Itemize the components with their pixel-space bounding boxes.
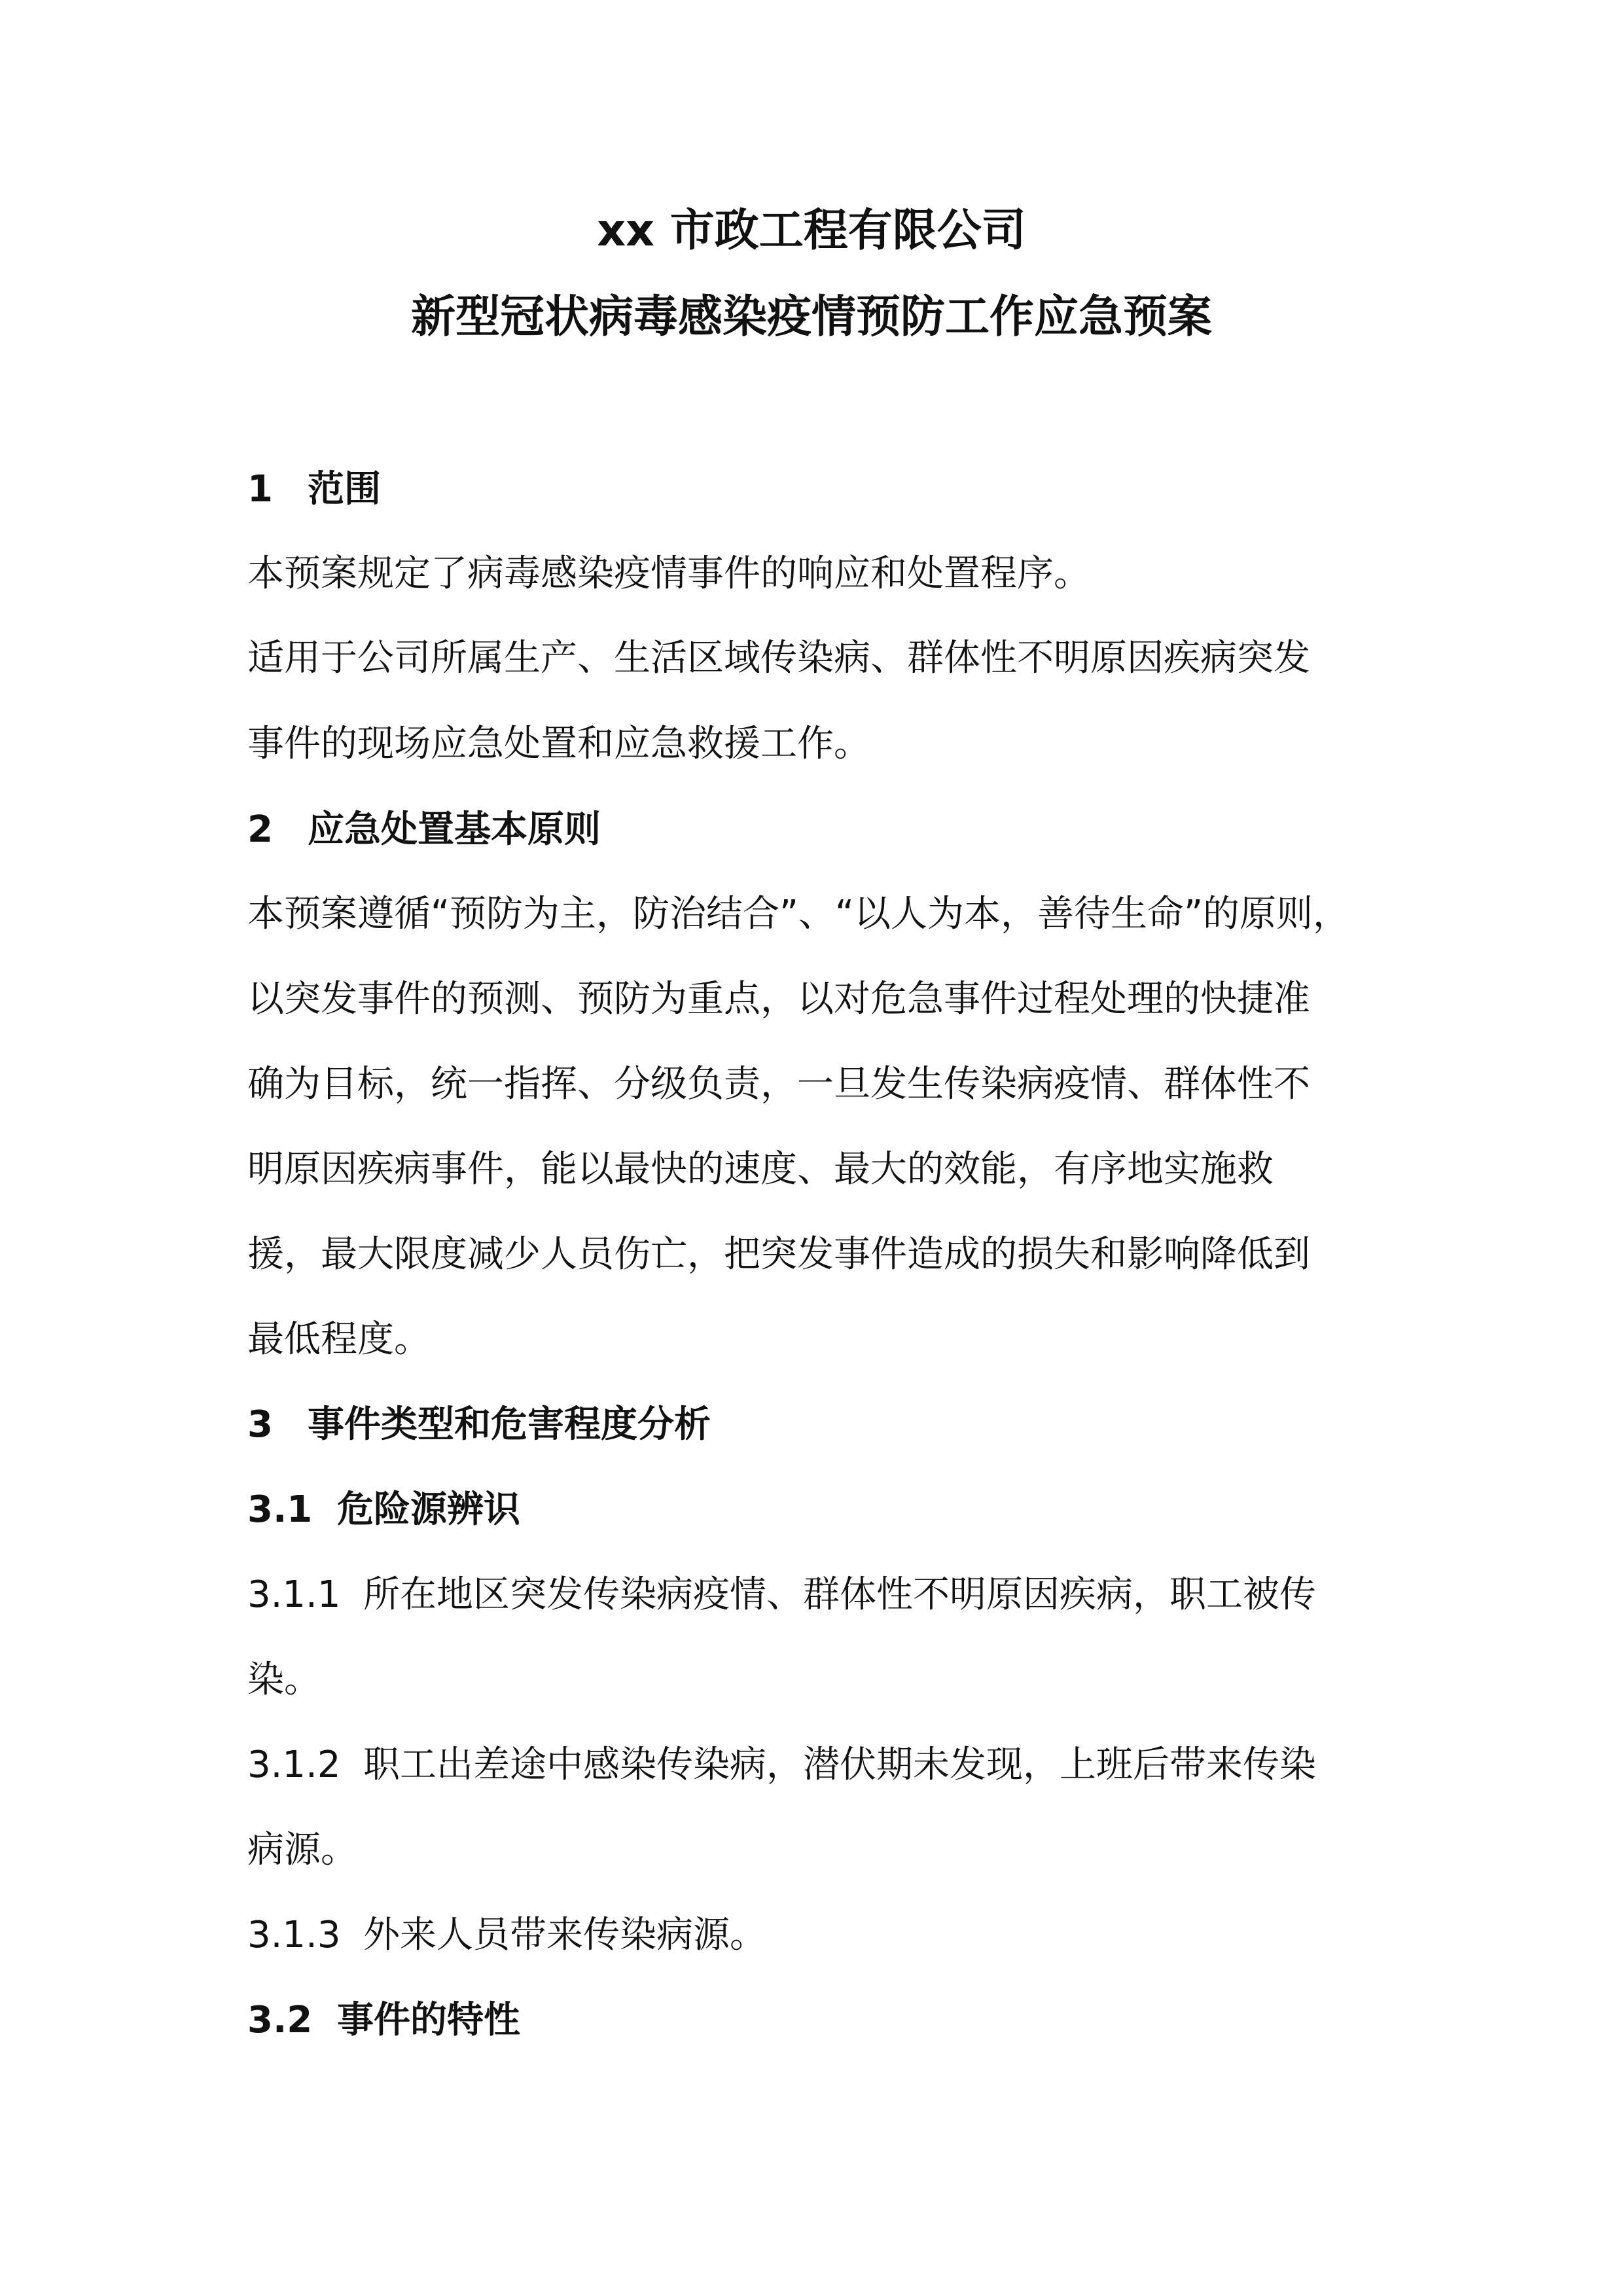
section-3-number: 3 xyxy=(247,1403,273,1446)
document-title-company: xx 市政工程有限公司 xyxy=(597,205,1026,257)
section-3-title: 事件类型和危害程度分析 xyxy=(308,1403,711,1446)
section-3-1-title: 危险源辨识 xyxy=(337,1488,520,1531)
section-1-paragraph-1: 本预案规定了病毒感染疫情事件的响应和处置程序。 xyxy=(247,552,1090,595)
item-3-1-2-line-1 xyxy=(247,1744,1316,1786)
section-1-paragraph-2-line-1: 适用于公司所属生产、生活区域传染病、群体性不明原因疾病突发 xyxy=(247,637,1310,679)
item-3-1-1-line-1 xyxy=(247,1574,1316,1616)
section-2-paragraph-line-2: 以突发事件的预测、预防为重点，以对危急事件过程处理的快捷准 xyxy=(247,978,1310,1020)
section-3-1-number: 3.1 xyxy=(247,1488,313,1531)
section-2-paragraph-line-4: 明原因疾病事件，能以最快的速度、最大的效能，有序地实施救 xyxy=(247,1148,1274,1191)
item-3-1-3-text: 外来人员带来传染病源。 xyxy=(363,1914,766,1956)
item-3-1-3-line-1 xyxy=(247,1914,766,1956)
section-2-paragraph-line-1: 本预案遵循“预防为主，防治结合”、“以人为本，善待生命”的原则， xyxy=(247,893,1350,935)
item-3-1-2-number: 3.1.2 xyxy=(247,1744,341,1786)
section-1-heading xyxy=(247,469,381,511)
section-2-paragraph-line-5: 援，最大限度减少人员伤亡，把突发事件造成的损失和影响降低到 xyxy=(247,1233,1310,1276)
item-3-1-1-text: 所在地区突发传染病疫情、群体性不明原因疾病，职工被传 xyxy=(363,1573,1316,1616)
item-3-1-3-number: 3.1.3 xyxy=(247,1914,341,1956)
item-3-1-1-line-2: 染。 xyxy=(247,1659,321,1701)
section-2-heading xyxy=(247,809,601,851)
section-2-paragraph-line-3: 确为目标，统一指挥、分级负责，一旦发生传染病疫情、群体性不 xyxy=(247,1063,1310,1105)
section-1-paragraph-2-line-2: 事件的现场应急处置和应急救援工作。 xyxy=(247,723,870,765)
section-2-number: 2 xyxy=(247,808,273,851)
section-3-2-number: 3.2 xyxy=(247,1999,313,2041)
section-3-2-heading xyxy=(247,2000,520,2041)
document-title-plan: 新型冠状病毒感染疫情预防工作应急预案 xyxy=(410,291,1212,343)
section-2-title: 应急处置基本原则 xyxy=(308,808,601,851)
item-3-1-2-line-2: 病源。 xyxy=(247,1829,357,1871)
section-3-heading xyxy=(247,1404,711,1446)
item-3-1-1-number: 3.1.1 xyxy=(247,1573,341,1616)
section-2-paragraph-line-6: 最低程度。 xyxy=(247,1318,431,1361)
section-1-title: 范围 xyxy=(308,468,381,511)
item-3-1-2-text: 职工出差途中感染传染病，潜伏期未发现，上班后带来传染 xyxy=(363,1744,1316,1786)
section-3-2-title: 事件的特性 xyxy=(337,1999,520,2041)
section-1-number: 1 xyxy=(247,468,273,511)
section-3-1-heading xyxy=(247,1489,520,1531)
